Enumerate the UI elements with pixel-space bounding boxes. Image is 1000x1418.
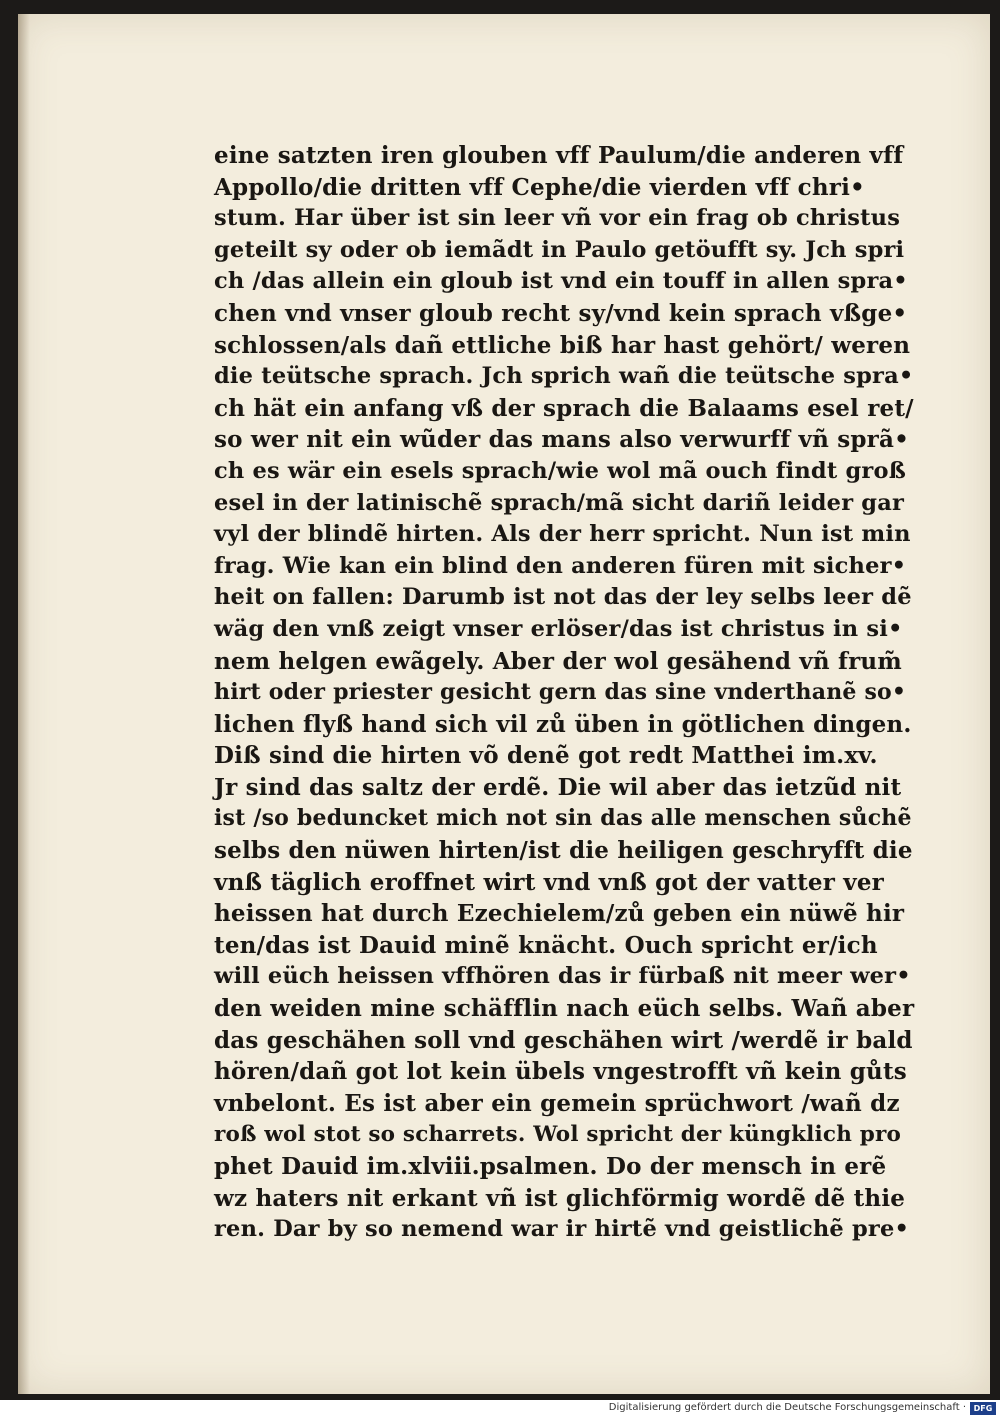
text-line: geteilt sy oder ob iemãdt in Paulo getöufft sy. Jch spri [214, 236, 905, 263]
text-line: ch /das allein ein gloub ist vnd ein touff in allen spra• [214, 268, 908, 295]
text-line: chen vnd vnser gloub recht sy/vnd kein sprach vßge• [214, 299, 908, 327]
text-line: so wer nit ein wũder das mans also verwurff vñ sprã• [214, 426, 909, 454]
dfg-logo: DFG [970, 1402, 996, 1415]
text-line: lichen flyß hand sich vil zů üben in götlichen dingen. [214, 710, 912, 738]
text-line: heissen hat durch Ezechielem/zů geben ein nüwẽ hir [214, 900, 905, 928]
text-line: phet Dauid im.xlviii.psalmen. Do der mensch in erẽ [214, 1153, 887, 1180]
text-line: die teütsche sprach. Jch sprich wañ die teütsche spra• [214, 363, 914, 390]
footer-bar [0, 1400, 1000, 1418]
text-line: Jr sind das saltz der erdẽ. Die wil aber das ietzũd nit [214, 773, 902, 801]
text-line: esel in der latinischẽ sprach/mã sicht dariñ leider gar [214, 489, 905, 516]
text-line: frag. Wie kan ein blind den anderen füren mit sicher• [214, 552, 907, 579]
text-line: schlossen/als dañ ettliche biß har hast gehört/ weren [214, 331, 911, 359]
text-line: hirt oder priester gesicht gern das sine vnderthanẽ so• [214, 679, 907, 706]
text-line: wäg den vnß zeigt vnser erlöser/das ist christus in si• [214, 615, 903, 642]
text-line: ch es wär ein esels sprach/wie wol mã ouch findt groß [214, 457, 906, 484]
text-line: den weiden mine schäfflin nach eüch selbs. Wañ aber [214, 995, 915, 1023]
book-page [18, 14, 990, 1394]
text-line: roß wol stot so scharrets. Wol spricht der küngklich pro [214, 1122, 902, 1148]
binding-shadow [18, 14, 30, 1394]
footer-credit: Digitalisierung gefördert durch die Deutsche Forschungsgemeinschaft · [608, 1402, 966, 1413]
text-line: Appollo/die dritten vff Cephe/die vierden vff chri• [214, 173, 865, 201]
text-line: heit on fallen: Darumb ist not das der ley selbs leer dẽ [214, 584, 912, 611]
text-line: vnß täglich eroffnet wirt vnd vnß got der vatter ver [214, 868, 884, 896]
text-line: stum. Har über ist sin leer vñ vor ein frag ob christus [214, 205, 901, 232]
text-line: hören/dañ got lot kein übels vngestrofft vñ kein gůts [214, 1058, 907, 1086]
text-line: wz haters nit erkant vñ ist glichförmig wordẽ dẽ thie [214, 1184, 906, 1212]
text-line: eine satzten iren glouben vff Paulum/die anderen vff [214, 142, 904, 169]
text-line: Diß sind die hirten võ denẽ got redt Matthei im.xv. [214, 742, 878, 770]
text-line: vyl der blindẽ hirten. Als der herr spricht. Nun ist min [214, 521, 911, 548]
text-line: selbs den nüwen hirten/ist die heiligen geschryfft die [214, 837, 913, 865]
text-line: ist /so beduncket mich not sin das alle menschen sůchẽ [214, 805, 912, 832]
text-line: nem helgen ewãgely. Aber der wol gesähend vñ frum̃ [214, 647, 902, 675]
text-line: ren. Dar by so nemend war ir hirtẽ vnd geistlichẽ pre• [214, 1216, 910, 1243]
text-line: ch hät ein anfang vß der sprach die Balaams esel ret/ [214, 394, 914, 422]
text-line: vnbelont. Es ist aber ein gemein sprüchwort /wañ dz [214, 1089, 900, 1117]
text-block [214, 140, 914, 1246]
text-line: ten/das ist Dauid minẽ knächt. Ouch spricht er/ich [214, 931, 878, 959]
text-line: will eüch heissen vffhören das ir fürbaß nit meer wer• [214, 963, 911, 990]
text-line: das geschähen soll vnd geschähen wirt /werdẽ ir bald [214, 1026, 913, 1054]
